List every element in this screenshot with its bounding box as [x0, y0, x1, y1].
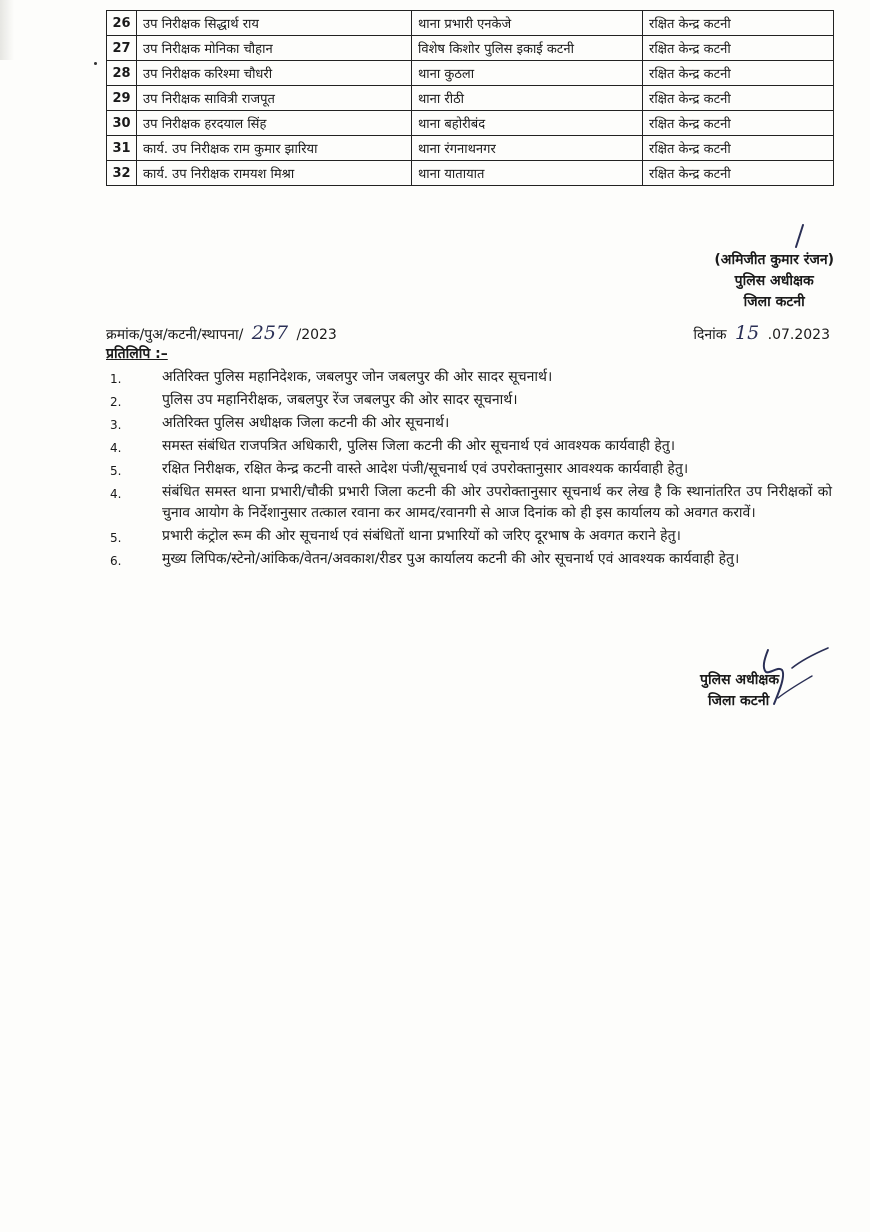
table-row: [107, 36, 834, 61]
list-item-number: 4.: [110, 487, 122, 501]
posted-to-cell: रक्षित केन्द्र कटनी: [643, 11, 834, 36]
list-item: [110, 526, 832, 547]
list-item-number: 5.: [110, 531, 122, 545]
list-item-number: 1.: [110, 372, 122, 386]
signature-scribble-icon: [748, 646, 832, 706]
list-item-text: समस्त संबंधित राजपत्रित अधिकारी, पुलिस जिला कटनी की ओर सूचनार्थ एवं आवश्यक कार्यवाही हेतु।: [162, 438, 676, 454]
posted-from-cell: थाना प्रभारी एनकेजे: [412, 11, 643, 36]
posted-from-cell: थाना कुठला: [412, 61, 643, 86]
signature-stroke-icon: [789, 224, 809, 248]
transfer-table: [106, 10, 834, 186]
table-row: [107, 11, 834, 36]
posted-from-cell: विशेष किशोर पुलिस इकाई कटनी: [412, 36, 643, 61]
list-item-number: 3.: [110, 418, 122, 432]
serial-number-cell: 29: [107, 86, 137, 111]
serial-number-cell: 27: [107, 36, 137, 61]
list-item-number: 2.: [110, 395, 122, 409]
signatory-name: (अमिजीत कुमार रंजन): [714, 252, 834, 268]
ref-prefix: क्रमांक/पुअ/कटनी/स्थापना/: [106, 327, 244, 343]
officer-name-cell: कार्य. उप निरीक्षक रामयश मिश्रा: [137, 161, 412, 186]
list-item: [110, 436, 832, 457]
serial-number-cell: 28: [107, 61, 137, 86]
posted-to-cell: रक्षित केन्द्र कटनी: [643, 86, 834, 111]
posted-from-cell: थाना बहोरीबंद: [412, 111, 643, 136]
posted-to-cell: रक्षित केन्द्र कटनी: [643, 111, 834, 136]
list-item-text: रक्षित निरीक्षक, रक्षित केन्द्र कटनी वास्ते आदेश पंजी/सूचनार्थ एवं उपरोक्तानुसार आवश्यक कार्यवाही हेतु।: [162, 461, 689, 477]
stray-mark: [94, 62, 97, 65]
list-item: [110, 390, 832, 411]
copy-heading: प्रतिलिपि :–: [106, 346, 168, 362]
table-row: [107, 86, 834, 111]
copy-list: [110, 367, 832, 572]
posted-from-cell: थाना यातायात: [412, 161, 643, 186]
table-row: [107, 111, 834, 136]
list-item-text: पुलिस उप महानिरीक्षक, जबलपुर रेंज जबलपुर की ओर सादर सूचनार्थ।: [162, 392, 518, 408]
date-day: 15: [735, 322, 760, 344]
order-date: [693, 322, 830, 344]
list-item: [110, 413, 832, 434]
officer-name-cell: उप निरीक्षक सावित्री राजपूत: [137, 86, 412, 111]
signature-block-top: [714, 250, 834, 313]
list-item-text: प्रभारी कंट्रोल रूम की ओर सूचनार्थ एवं संबंधितों थाना प्रभारियों को जरिए दूरभाष के अवगत कराने हेतु।: [162, 528, 681, 544]
officer-name-cell: उप निरीक्षक हरदयाल सिंह: [137, 111, 412, 136]
list-item-text: मुख्य लिपिक/स्टेनो/आंकिक/वेतन/अवकाश/रीडर पुअ कार्यालय कटनी की ओर सूचनार्थ एवं आवश्यक कार्यवाही हेतु।: [162, 551, 740, 567]
table-row: [107, 61, 834, 86]
table-row: [107, 136, 834, 161]
officer-name-cell: उप निरीक्षक मोनिका चौहान: [137, 36, 412, 61]
serial-number-cell: 31: [107, 136, 137, 161]
posted-to-cell: रक्षित केन्द्र कटनी: [643, 61, 834, 86]
order-reference: [106, 322, 337, 344]
date-rest: .07.2023: [767, 327, 830, 343]
signatory-designation: पुलिस अधीक्षक: [734, 273, 814, 289]
date-label: दिनांक: [693, 327, 727, 343]
signature-block-bottom: [700, 670, 779, 712]
list-item-number: 5.: [110, 464, 122, 478]
list-item-text: संबंधित समस्त थाना प्रभारी/चौकी प्रभारी जिला कटनी की ओर उपरोक्तानुसार सूचनार्थ कर लेख है कि स्थानांतरित उप निरीक्षकों को चुनाव आयोग के निर्देशानुसार तत्काल रवाना कर आमद/रवानगी से आज दिनांक को ही इस कार्यालय को अवगत करावें।: [162, 484, 832, 521]
officer-name-cell: उप निरीक्षक सिद्धार्थ राय: [137, 11, 412, 36]
footer-designation: पुलिस अधीक्षक: [700, 672, 780, 688]
serial-number-cell: 26: [107, 11, 137, 36]
list-item: [110, 549, 832, 570]
list-item: [110, 367, 832, 388]
table-row: [107, 161, 834, 186]
footer-district: जिला कटनी: [708, 693, 770, 709]
posted-from-cell: थाना रंगनाथनगर: [412, 136, 643, 161]
officer-name-cell: कार्य. उप निरीक्षक राम कुमार झारिया: [137, 136, 412, 161]
list-item: [110, 459, 832, 480]
list-item-number: 4.: [110, 441, 122, 455]
signatory-district: जिला कटनी: [743, 294, 805, 310]
posted-from-cell: थाना रीठी: [412, 86, 643, 111]
officer-name-cell: उप निरीक्षक करिश्मा चौधरी: [137, 61, 412, 86]
serial-number-cell: 30: [107, 111, 137, 136]
list-item: [110, 482, 832, 524]
list-item-text: अतिरिक्त पुलिस अधीक्षक जिला कटनी की ओर सूचनार्थ।: [162, 415, 450, 431]
ref-year: /2023: [296, 327, 337, 343]
serial-number-cell: 32: [107, 161, 137, 186]
list-item-text: अतिरिक्त पुलिस महानिदेशक, जबलपुर जोन जबलपुर की ओर सादर सूचनार्थ।: [162, 369, 553, 385]
list-item-number: 6.: [110, 554, 122, 568]
posted-to-cell: रक्षित केन्द्र कटनी: [643, 36, 834, 61]
ref-number: 257: [251, 322, 289, 344]
posted-to-cell: रक्षित केन्द्र कटनी: [643, 161, 834, 186]
posted-to-cell: रक्षित केन्द्र कटनी: [643, 136, 834, 161]
page-edge-shadow: [0, 0, 14, 60]
